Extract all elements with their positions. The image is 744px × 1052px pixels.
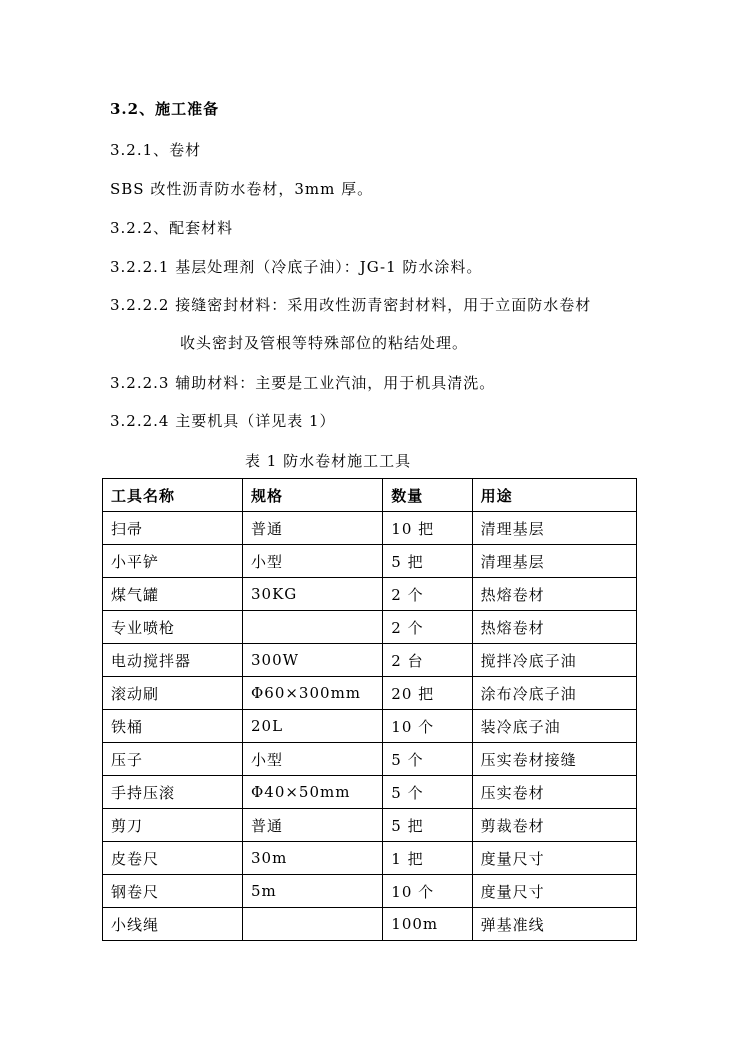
header-tool-name: 工具名称 <box>103 479 243 512</box>
cell-purpose: 压实卷材接缝 <box>472 743 636 776</box>
cell-tool-name: 钢卷尺 <box>103 875 243 908</box>
material-sealant-line1: 3.2.2.2 接缝密封材料：采用改性沥青密封材料，用于立面防水卷材 <box>110 296 592 314</box>
cell-quantity: 100m <box>383 908 472 941</box>
tools-table <box>102 478 637 941</box>
cell-purpose: 热熔卷材 <box>472 611 636 644</box>
cell-quantity: 5 个 <box>383 776 472 809</box>
cell-quantity: 2 个 <box>383 578 472 611</box>
cell-tool-name: 铁桶 <box>103 710 243 743</box>
cell-quantity: 1 把 <box>383 842 472 875</box>
cell-spec: 小型 <box>242 545 382 578</box>
cell-purpose: 压实卷材 <box>472 776 636 809</box>
material-primer: 3.2.2.1 基层处理剂（冷底子油）：JG-1 防水涂料。 <box>110 258 483 276</box>
table-row <box>103 776 637 809</box>
cell-purpose: 弹基准线 <box>472 908 636 941</box>
cell-spec: 普通 <box>242 809 382 842</box>
table-row <box>103 710 637 743</box>
cell-spec: 300W <box>242 644 382 677</box>
material-sealant-line2: 收头密封及管根等特殊部位的粘结处理。 <box>180 334 469 352</box>
subsection-materials: 3.2.2、配套材料 <box>110 219 234 237</box>
cell-quantity: 10 个 <box>383 875 472 908</box>
table-row <box>103 611 637 644</box>
cell-quantity: 2 台 <box>383 644 472 677</box>
cell-tool-name: 小平铲 <box>103 545 243 578</box>
table-row <box>103 842 637 875</box>
cell-quantity: 5 把 <box>383 809 472 842</box>
cell-quantity: 20 把 <box>383 677 472 710</box>
cell-quantity: 5 个 <box>383 743 472 776</box>
rolls-description: SBS 改性沥青防水卷材，3mm 厚。 <box>110 180 374 198</box>
table-row <box>103 644 637 677</box>
cell-spec: Φ40×50mm <box>242 776 382 809</box>
cell-quantity: 5 把 <box>383 545 472 578</box>
cell-tool-name: 剪刀 <box>103 809 243 842</box>
cell-quantity: 2 个 <box>383 611 472 644</box>
table-row <box>103 512 637 545</box>
cell-spec: 5m <box>242 875 382 908</box>
cell-purpose: 剪裁卷材 <box>472 809 636 842</box>
section-heading: 3.2、施工准备 <box>110 100 220 118</box>
header-quantity: 数量 <box>383 479 472 512</box>
cell-tool-name: 扫帚 <box>103 512 243 545</box>
subsection-rolls: 3.2.1、卷材 <box>110 141 202 159</box>
cell-tool-name: 电动搅拌器 <box>103 644 243 677</box>
cell-purpose: 度量尺寸 <box>472 842 636 875</box>
table-row <box>103 809 637 842</box>
cell-purpose: 度量尺寸 <box>472 875 636 908</box>
cell-spec <box>242 611 382 644</box>
table-header-row <box>103 479 637 512</box>
cell-spec: 30m <box>242 842 382 875</box>
table-row <box>103 908 637 941</box>
cell-quantity: 10 把 <box>383 512 472 545</box>
table-caption: 表 1 防水卷材施工工具 <box>245 452 412 470</box>
table-row <box>103 743 637 776</box>
cell-tool-name: 滚动刷 <box>103 677 243 710</box>
cell-tool-name: 皮卷尺 <box>103 842 243 875</box>
cell-spec: 普通 <box>242 512 382 545</box>
table-row <box>103 578 637 611</box>
cell-tool-name: 煤气罐 <box>103 578 243 611</box>
table-row <box>103 875 637 908</box>
cell-purpose: 热熔卷材 <box>472 578 636 611</box>
cell-purpose: 搅拌冷底子油 <box>472 644 636 677</box>
cell-spec: 小型 <box>242 743 382 776</box>
cell-purpose: 清理基层 <box>472 545 636 578</box>
cell-spec <box>242 908 382 941</box>
header-spec: 规格 <box>242 479 382 512</box>
cell-spec: Φ60×300mm <box>242 677 382 710</box>
cell-tool-name: 手持压滚 <box>103 776 243 809</box>
cell-tool-name: 小线绳 <box>103 908 243 941</box>
cell-spec: 20L <box>242 710 382 743</box>
table-row <box>103 545 637 578</box>
material-auxiliary: 3.2.2.3 辅助材料：主要是工业汽油，用于机具清洗。 <box>110 374 496 392</box>
header-purpose: 用途 <box>472 479 636 512</box>
cell-tool-name: 压子 <box>103 743 243 776</box>
cell-purpose: 装冷底子油 <box>472 710 636 743</box>
cell-purpose: 涂布冷底子油 <box>472 677 636 710</box>
main-tools-reference: 3.2.2.4 主要机具（详见表 1） <box>110 412 336 430</box>
cell-tool-name: 专业喷枪 <box>103 611 243 644</box>
cell-purpose: 清理基层 <box>472 512 636 545</box>
cell-spec: 30KG <box>242 578 382 611</box>
cell-quantity: 10 个 <box>383 710 472 743</box>
table-row <box>103 677 637 710</box>
